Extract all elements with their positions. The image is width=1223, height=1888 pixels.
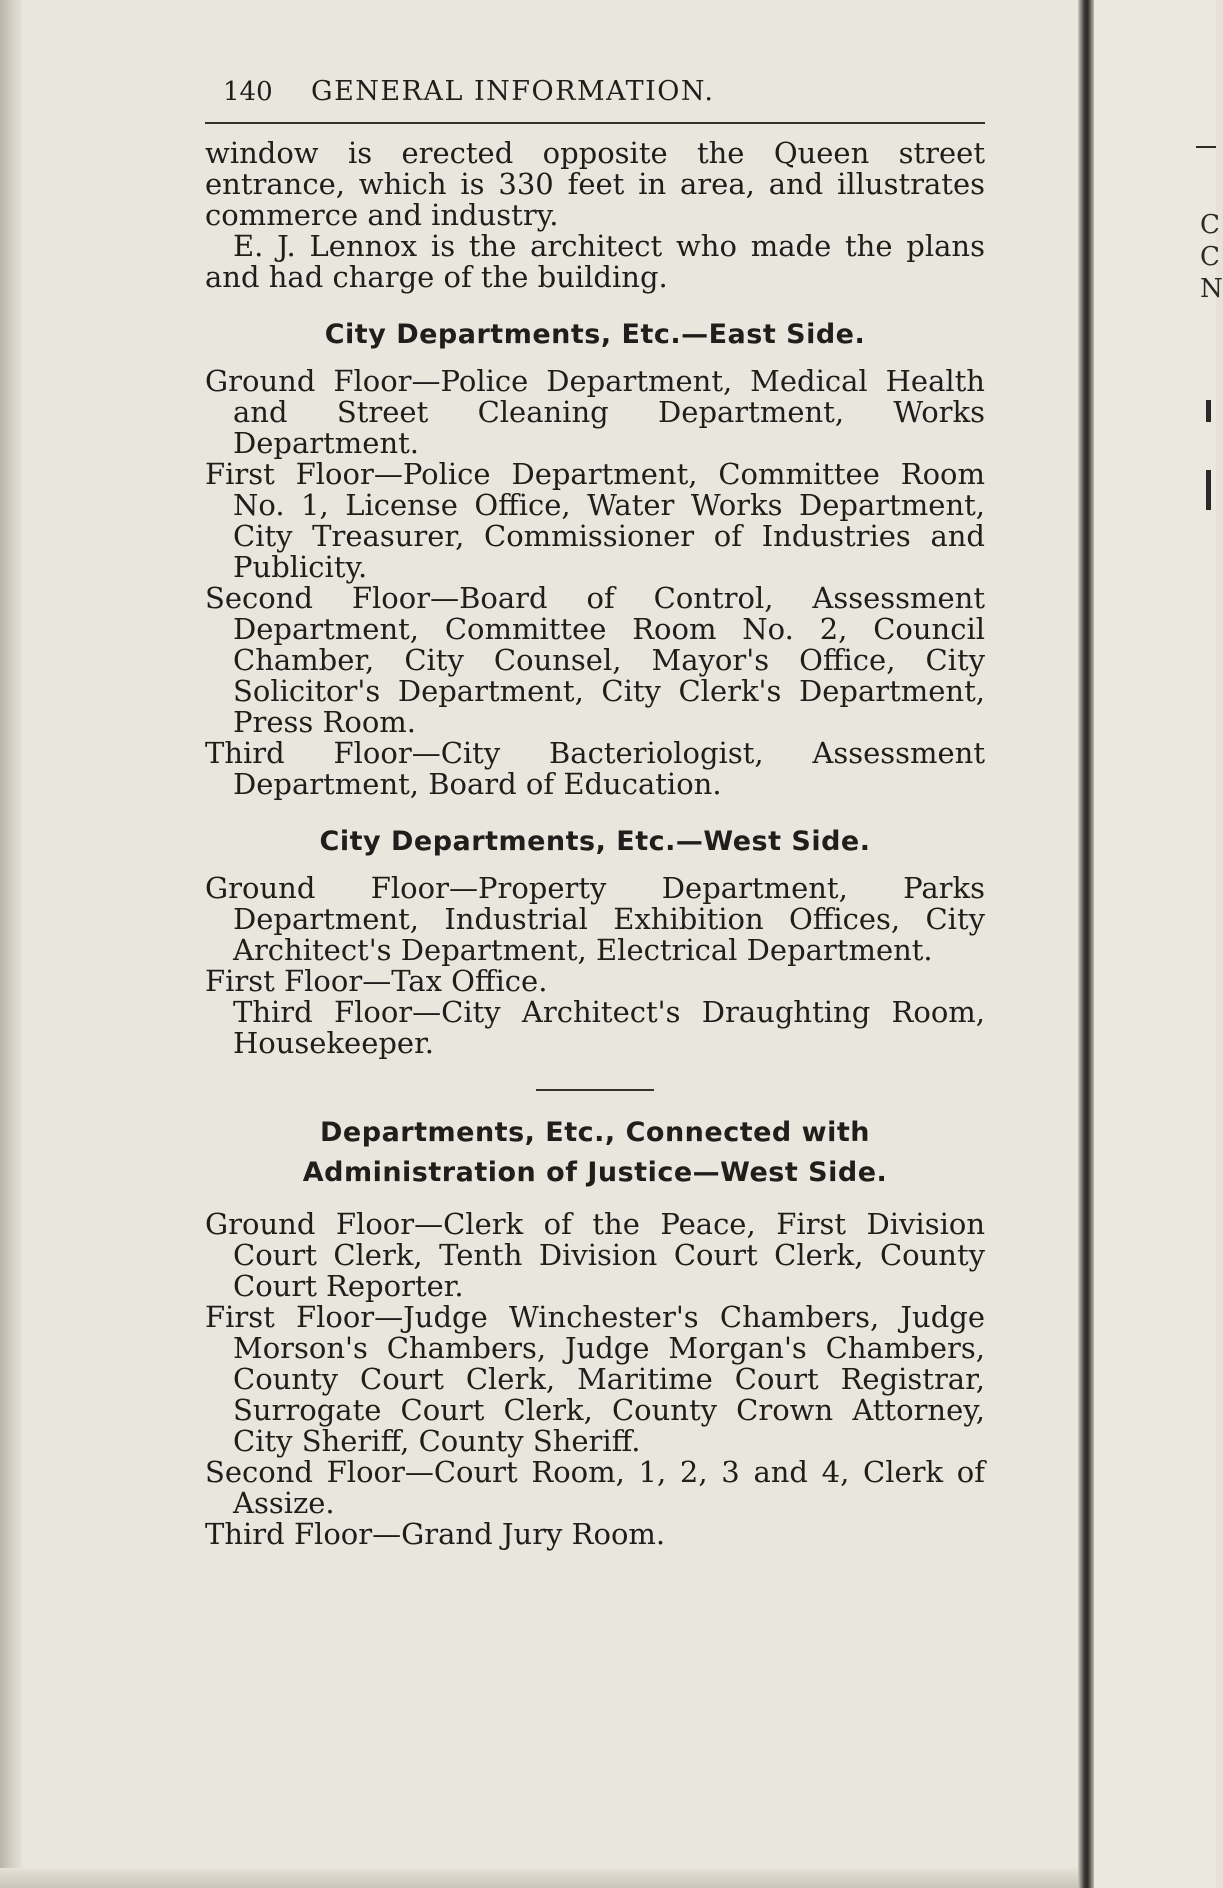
- facing-page-letter: C: [1200, 242, 1220, 272]
- section-heading: City Departments, Etc.—West Side.: [319, 826, 871, 857]
- facing-page-letter: N: [1200, 274, 1223, 304]
- floor-entry: First Floor—Tax Office.: [205, 964, 548, 998]
- facing-page-mark: [1206, 470, 1211, 510]
- floor-entry: Ground Floor—Police Department, Medical Health and Street Cleaning Department, Works Department.: [205, 364, 985, 460]
- running-title: GENERAL INFORMATION.: [311, 76, 715, 107]
- facing-page-fragment: [1094, 0, 1216, 1888]
- running-header: [205, 76, 985, 124]
- floor-entry: Third Floor—City Bacteriologist, Assessment Department, Board of Education.: [205, 736, 985, 801]
- floor-entry: Second Floor—Court Room, 1, 2, 3 and 4, Clerk of Assize.: [205, 1455, 985, 1520]
- intro-paragraph: E. J. Lennox is the architect who made the plans and had charge of the building.: [205, 229, 985, 294]
- page-left-edge: [0, 0, 22, 1888]
- facing-page-letter: C: [1200, 210, 1220, 240]
- floor-entry: Third Floor—Grand Jury Room.: [205, 1517, 666, 1551]
- intro-paragraph: window is erected opposite the Queen street entrance, which is 330 feet in area, and illustrates commerce and industry.: [205, 136, 985, 232]
- floor-entry: First Floor—Police Department, Committee Room No. 1, License Office, Water Works Department, City Treasurer, Commissioner of Industries and Publicity.: [205, 457, 985, 584]
- section-heading: City Departments, Etc.—East Side.: [324, 319, 866, 350]
- facing-page-mark: [1206, 400, 1211, 422]
- floor-entry: Ground Floor—Clerk of the Peace, First Division Court Clerk, Tenth Division Court Clerk, County Court Reporter.: [205, 1207, 985, 1303]
- page-bottom-edge: [0, 1868, 1100, 1888]
- book-gutter: [1078, 0, 1094, 1888]
- document-page: [205, 76, 985, 1550]
- section-divider: [536, 1089, 654, 1091]
- floor-entry: Second Floor—Board of Control, Assessment Department, Committee Room No. 2, Council Chamber, City Counsel, Mayor's Office, City Solicitor's Department, City Clerk's Department, Press Room.: [205, 581, 985, 739]
- floor-entry: Ground Floor—Property Department, Parks Department, Industrial Exhibition Offices, City Architect's Department, Electrical Department.: [205, 871, 985, 967]
- page-number: 140: [223, 77, 273, 107]
- floor-entry: Third Floor—City Architect's Draughting Room, Housekeeper.: [233, 995, 985, 1060]
- facing-page-rule: [1196, 146, 1216, 148]
- floor-entry: First Floor—Judge Winchester's Chambers, Judge Morson's Chambers, Judge Morgan's Chambers, County Court Clerk, Maritime Court Registrar, Surrogate Court Clerk, County Crown Attorney, City Sheriff, County Sheriff.: [205, 1300, 985, 1458]
- section-heading: Departments, Etc., Connected with Administration of Justice—West Side.: [302, 1117, 888, 1188]
